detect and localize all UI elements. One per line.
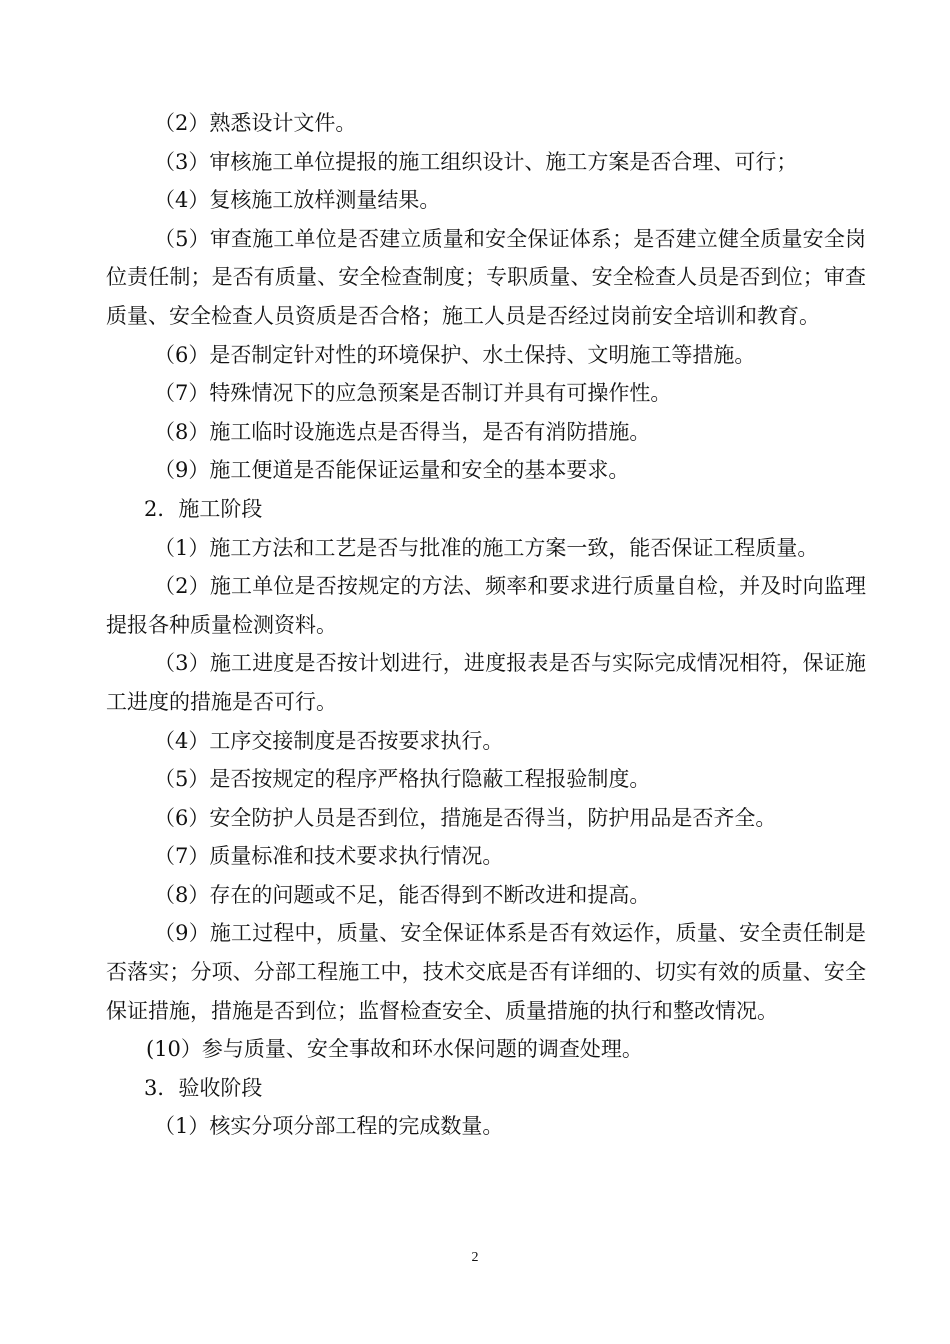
list-item: （8）存在的问题或不足，能否得到不断改进和提高。 <box>154 882 651 907</box>
list-item: （1）核实分项分部工程的完成数量。 <box>154 1114 504 1139</box>
list-item: （3）施工进度是否按计划进行，进度报表是否与实际完成情况相符，保证施工进度的措施是否可行。 <box>106 651 866 714</box>
list-item: （9）施工便道是否能保证运量和安全的基本要求。 <box>154 458 630 483</box>
page-body <box>106 104 866 1146</box>
list-item: （5）审查施工单位是否建立质量和安全保证体系；是否建立健全质量安全岗位责任制；是否有质量、安全检查制度；专职质量、安全检查人员是否到位；审查质量、安全检查人员资质是否合格；施工人员是否经过岗前安全培训和教育。 <box>106 226 866 328</box>
section-heading: 3．验收阶段 <box>144 1075 263 1100</box>
list-item: （2）熟悉设计文件。 <box>154 111 357 135</box>
list-item: （7）质量标准和技术要求执行情况。 <box>154 844 504 869</box>
list-item: （8）施工临时设施选点是否得当，是否有消防措施。 <box>154 419 651 444</box>
list-item: （6）安全防护人员是否到位，措施是否得当，防护用品是否齐全。 <box>154 805 777 830</box>
list-item: （4）复核施工放样测量结果。 <box>154 188 441 213</box>
list-item: (10）参与质量、安全事故和环水保问题的调查处理。 <box>146 1037 643 1062</box>
list-item: （5）是否按规定的程序严格执行隐蔽工程报验制度。 <box>154 767 651 792</box>
list-item: （1）施工方法和工艺是否与批准的施工方案一致，能否保证工程质量。 <box>154 535 819 560</box>
list-item: （6）是否制定针对性的环境保护、水土保持、文明施工等措施。 <box>154 342 756 367</box>
list-item: （3）审核施工单位提报的施工组织设计、施工方案是否合理、可行； <box>154 149 798 174</box>
section-heading: 2．施工阶段 <box>144 496 263 521</box>
list-item: （7）特殊情况下的应急预案是否制订并具有可操作性。 <box>154 381 672 406</box>
list-item: （2）施工单位是否按规定的方法、频率和要求进行质量自检，并及时向监理提报各种质量检测资料。 <box>106 574 866 637</box>
list-item: （9）施工过程中，质量、安全保证体系是否有效运作，质量、安全责任制是否落实；分项、分部工程施工中，技术交底是否有详细的、切实有效的质量、安全保证措施，措施是否到位；监督检查安全、质量措施的执行和整改情况。 <box>106 921 866 1023</box>
page-number: 2 <box>471 1250 479 1265</box>
list-item: （4）工序交接制度是否按要求执行。 <box>154 728 504 753</box>
